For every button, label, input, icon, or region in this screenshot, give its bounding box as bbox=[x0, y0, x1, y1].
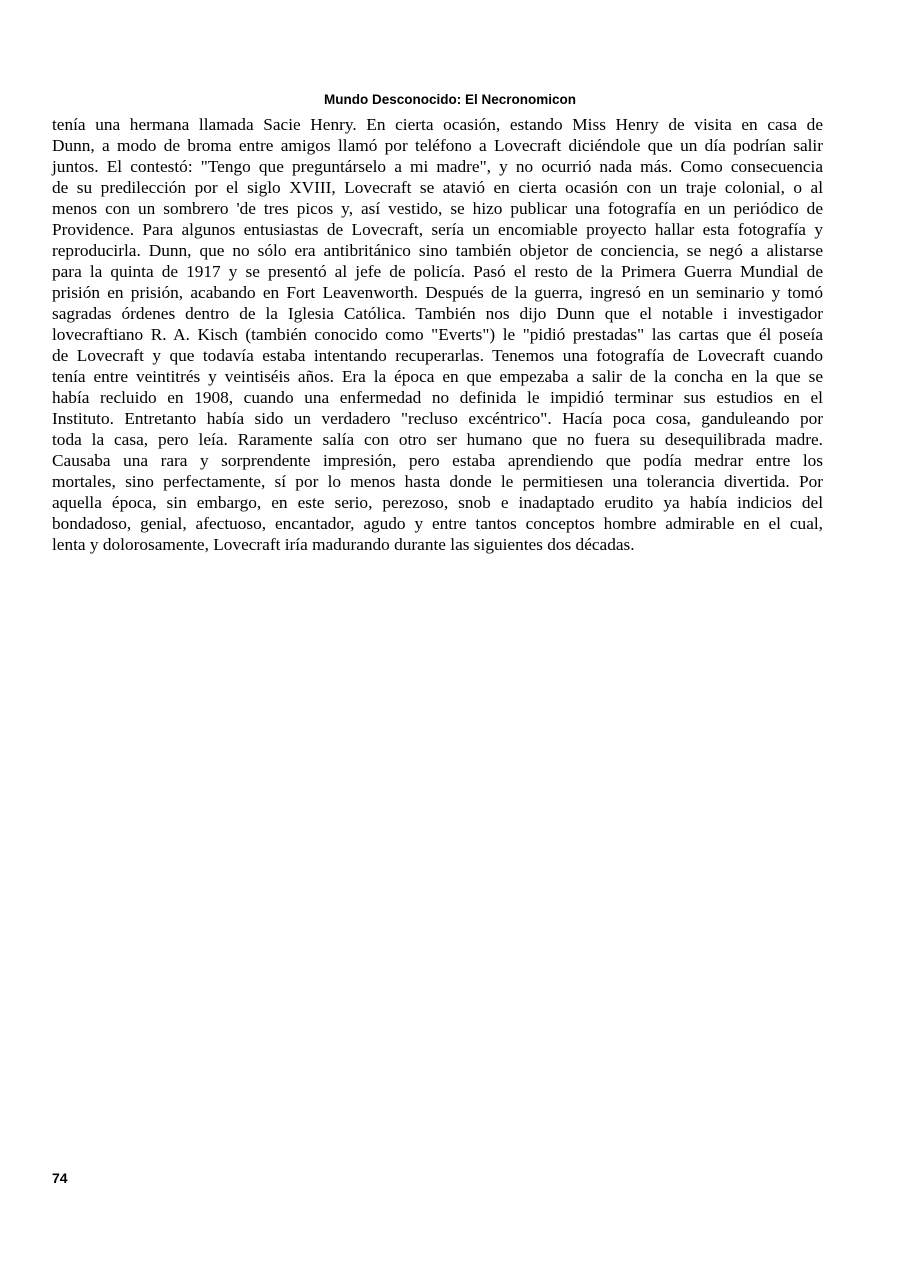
text-line: mortales, sino perfectamente, sí por lo menos hasta donde le permitiesen una tolerancia divertida. Por bbox=[52, 472, 823, 491]
text-line: lenta y dolorosamente, Lovecraft iría madurando durante las siguientes dos décadas. bbox=[52, 535, 635, 554]
text-line: de su predilección por el siglo XVIII, Lovecraft se atavió en cierta ocasión con un traje colonial, o al bbox=[52, 178, 823, 197]
text-line: reproducirla. Dunn, que no sólo era antibritánico sino también objetor de conciencia, se negó a alistarse bbox=[52, 241, 823, 260]
text-line: lovecraftiano R. A. Kisch (también conocido como "Everts") le "pidió prestadas" las cartas que él poseía bbox=[52, 325, 823, 344]
body-text bbox=[52, 114, 823, 555]
running-header: Mundo Desconocido: El Necronomicon bbox=[323, 92, 576, 107]
text-line: de Lovecraft y que todavía estaba intentando recuperarlas. Tenemos una fotografía de Lovecraft cuando bbox=[52, 346, 823, 365]
text-line: tenía entre veintitrés y veintiséis años. Era la época en que empezaba a salir de la concha en la que se bbox=[52, 367, 823, 386]
text-line: sagradas órdenes dentro de la Iglesia Católica. También nos dijo Dunn que el notable i investigador bbox=[52, 304, 823, 323]
text-line: prisión en prisión, acabando en Fort Leavenworth. Después de la guerra, ingresó en un seminario y tomó bbox=[52, 283, 823, 302]
text-line: había recluido en 1908, cuando una enfermedad no definida le impidió terminar sus estudios en el bbox=[52, 388, 823, 407]
text-line: toda la casa, pero leía. Raramente salía con otro ser humano que no fuera su desequilibrada madre. bbox=[52, 430, 823, 449]
text-line: aquella época, sin embargo, en este serio, perezoso, snob e inadaptado erudito ya había indicios del bbox=[52, 493, 823, 512]
page-number: 74 bbox=[52, 1170, 68, 1186]
text-line: tenía una hermana llamada Sacie Henry. En cierta ocasión, estando Miss Henry de visita en casa de bbox=[52, 115, 823, 134]
text-line: menos con un sombrero 'de tres picos y, así vestido, se hizo publicar una fotografía en un periódico de bbox=[52, 199, 823, 218]
text-line: Causaba una rara y sorprendente impresión, pero estaba aprendiendo que podía medrar entre los bbox=[52, 451, 823, 470]
text-line: Dunn, a modo de broma entre amigos llamó por teléfono a Lovecraft diciéndole que un día podrían salir bbox=[52, 136, 823, 155]
text-line: Providence. Para algunos entusiastas de Lovecraft, sería un encomiable proyecto hallar esta fotografía y bbox=[52, 220, 823, 239]
text-line: para la quinta de 1917 y se presentó al jefe de policía. Pasó el resto de la Primera Guerra Mundial de bbox=[52, 262, 823, 281]
text-line: juntos. El contestó: "Tengo que preguntárselo a mi madre", y no ocurrió nada más. Como consecuencia bbox=[52, 157, 823, 176]
text-line: Instituto. Entretanto había sido un verdadero "recluso excéntrico". Hacía poca cosa, ganduleando por bbox=[52, 409, 823, 428]
text-line: bondadoso, genial, afectuoso, encantador, agudo y entre tantos conceptos hombre admirable en el cual, bbox=[52, 514, 823, 533]
